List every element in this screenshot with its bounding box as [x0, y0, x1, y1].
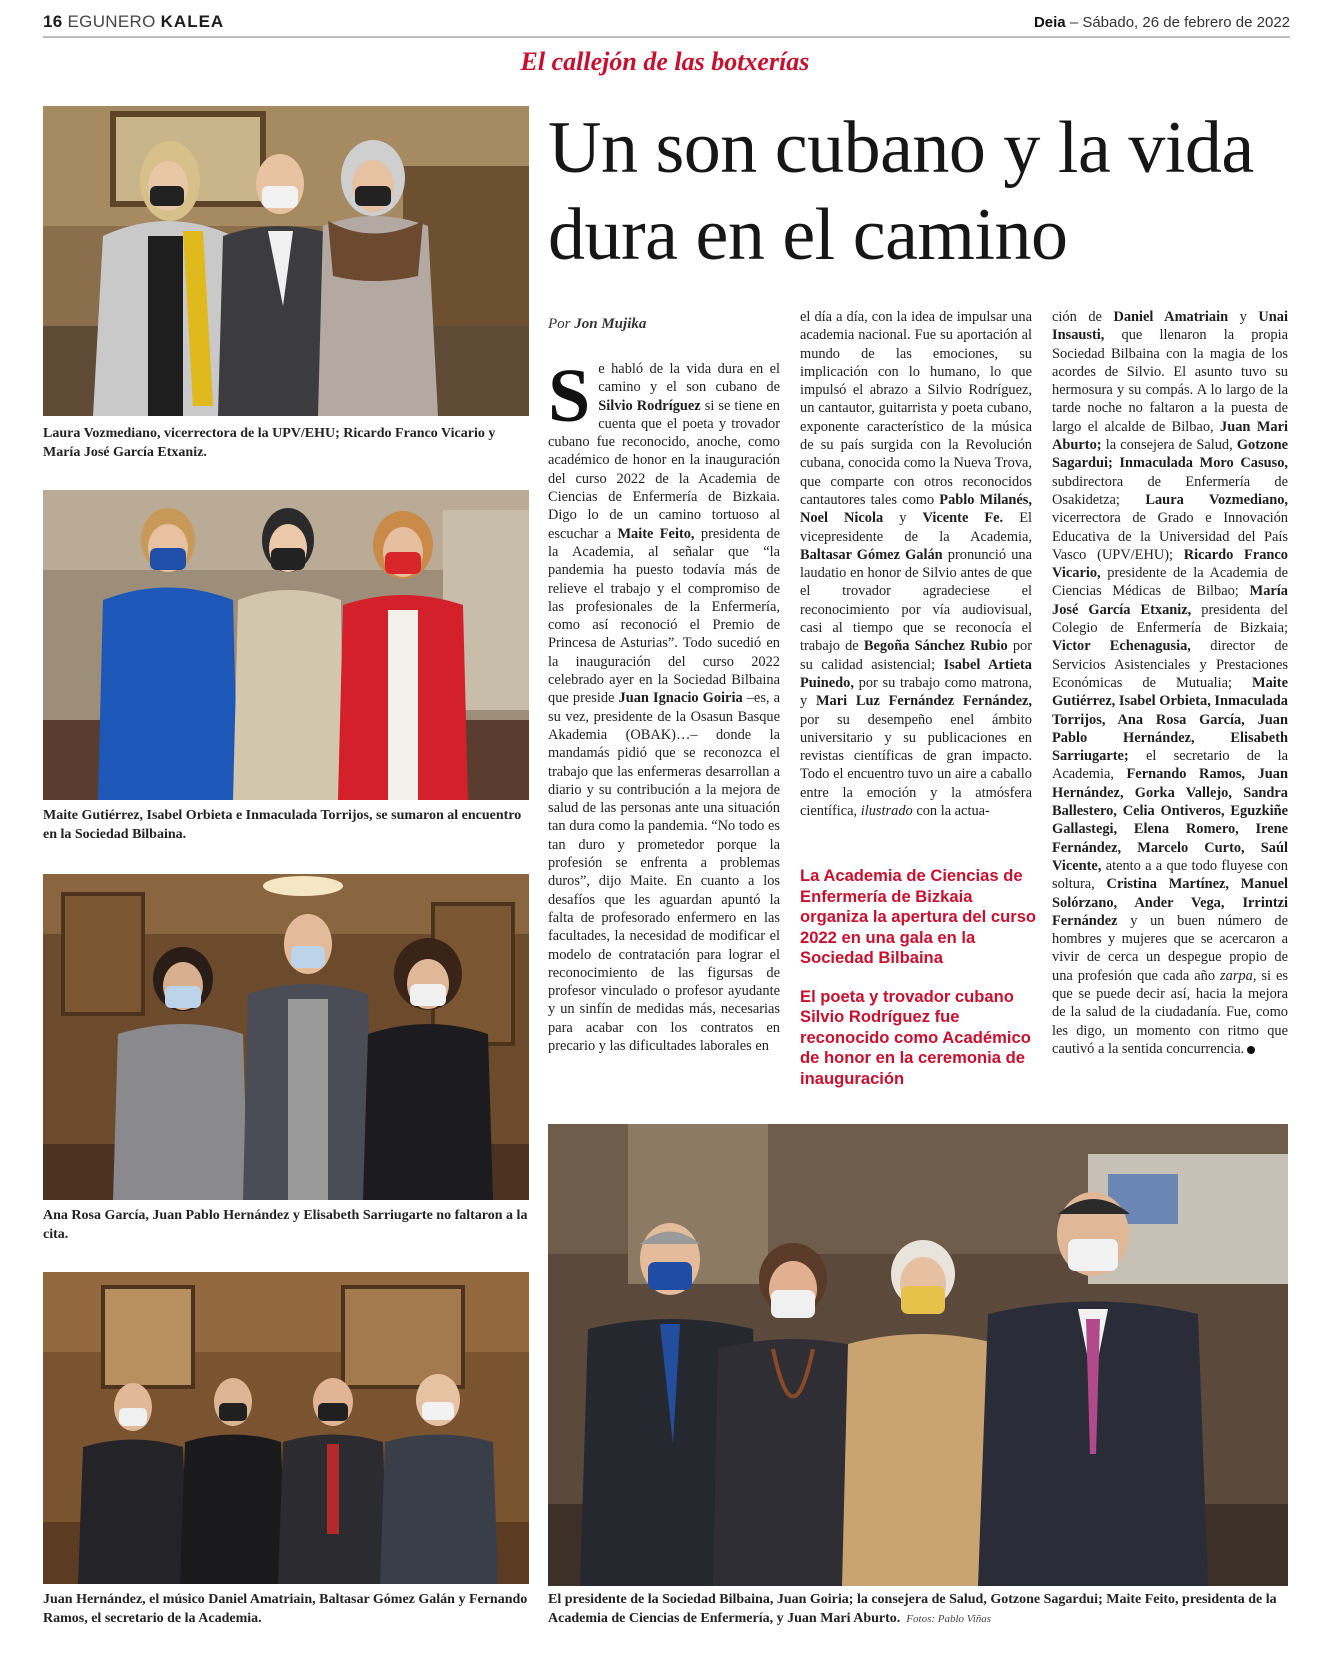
body-text: –es, a su vez, presidente de la Osasun Basque Akademia (OBAK)…– donde la mandamás pidió que se reconozca el trabajo que las enfermeras desarrollan a diario y su contribución a la mejora de salud de las personas ante una situación tan dura como la pandemia. “No todo es tan duro y prometedor porque la profesión se enfrenta a problemas duros”, dijo Maite. En cuanto a los desafíos que les aguardan apuntó la falta de profesorado enfermero en las facultades, la necesidad de modificar el modelo de contratación para lograr el reconocimiento de las figursas de profesor vinculado o profesor ayudante y un sinfín de medidas más, necesarias para acabar con los contratos en precario y las dificultades laborales en — [548, 690, 780, 1054]
issue-date: Sábado, 26 de febrero de 2022 — [1082, 14, 1290, 31]
body-text: subdirectora de Enfermería de Osakidetza; — [1052, 473, 1288, 508]
photo-1-image — [43, 106, 529, 416]
photo-3 — [43, 874, 529, 1200]
body-text: la consejera de Salud, — [1101, 437, 1237, 454]
body-name: Daniel Amatriain — [1113, 309, 1229, 325]
photo-5 — [548, 1124, 1288, 1586]
body-text: con la actua- — [912, 803, 990, 820]
body-text: por su desempeño enel ámbito universitario y su publicaciones en revistas científicas de gran impacto. Todo el encuentro tuvo un aire a caballo entre la emoción y la atmósfera científica, — [800, 711, 1032, 820]
page-folio — [43, 12, 224, 32]
photo-5-caption — [548, 1590, 1288, 1629]
photo-1 — [43, 106, 529, 416]
column-1-text — [548, 354, 780, 1055]
body-text: y — [1228, 309, 1259, 325]
body-name: Pablo Milanés, Noel Nicola — [800, 491, 1032, 527]
body-text: El vicepresidente de la Academia, — [800, 510, 1033, 545]
body-name: Maite Feito, — [617, 525, 695, 542]
byline-prefix: Por — [548, 316, 571, 332]
photo-3-caption: Ana Rosa García, Juan Pablo Hernández y Elisabeth Sarriugarte no faltaron a la cita. — [43, 1208, 528, 1242]
header-rule — [43, 36, 1290, 38]
article-column-1 — [548, 354, 780, 1055]
article-column-3 — [1052, 308, 1288, 1058]
body-text: y — [883, 510, 923, 527]
body-text: e habló de la vida dura en el camino y el son cubano de — [598, 361, 780, 396]
photo-2 — [43, 490, 529, 800]
column-3-text — [1052, 308, 1288, 1058]
body-text: el día a día, con la idea de impulsar una academia nacional. Fue su aportación al mundo de las emociones, su implicación con lo humano, lo que impulsó el abrazo a Silvio Rodríguez, un cantautor, guitarrista y poeta cubano, exponente característico de la música de su país surgida con la Revolución cubana, conocida como la Nueva Trova, que comparte con otros reconocidos cantautores tales como — [800, 309, 1032, 508]
body-text: por su trabajo como matrona, y — [800, 674, 1032, 710]
body-text: que llenaron la propia Sociedad Bilbaina con la magia de los acordes de Silvio. El asunto tuvo su hermosura y su compás. A lo largo de la tarde noche no faltaron a la puesta de largo el alcalde de Bilbao, — [1052, 327, 1288, 435]
body-name: Baltasar Gómez Galán — [800, 546, 943, 563]
body-name: Unai Insausti, — [1052, 309, 1288, 344]
page-number: 16 — [43, 12, 63, 31]
photo-5-caption-text: El presidente de la Sociedad Bilbaina, Juan Goiria; la consejera de Salud, Gotzone Sagardui; Maite Feito, presidenta de la Academia de Ciencias de Enfermería, y Juan Mari Aburto. — [548, 1592, 1277, 1626]
dateline-dash: – — [1069, 14, 1079, 31]
body-emphasis: ilustrado — [860, 803, 913, 820]
section-kicker: El callejón de las botxerías — [520, 47, 810, 76]
body-name: Maite Gutiérrez, Isabel Orbieta, Inmaculada Torrijos, Ana Rosa García, Juan Pablo Hernández, Elisabeth Sarriugarte; — [1052, 674, 1288, 765]
body-text: pronunció una laudatio en honor de Silvio antes de que el trovador agradeciese el reconocimiento por vía audiovisual, casi al tiempo que se reconocía el trabajo de — [800, 546, 1032, 655]
body-text: si es que se puede decir así, hacia la mejora de la salud de la ciudadanía. Fue, como les digo, un momento con ritmo que cautivó a la sentida concurrencia. — [1052, 967, 1288, 1057]
photo-5-image — [548, 1124, 1288, 1586]
body-text: atento a a que todo fluyese con soltura, — [1052, 857, 1288, 893]
byline — [548, 316, 646, 333]
dateline — [1034, 14, 1290, 31]
body-text: ción de — [1052, 309, 1114, 325]
body-name: Fernando Ramos, Juan Hernández, Gorka Vallejo, Sandra Ballestero, Celia Ontiveros, Eguzkiñe Gallastegi, Elena Romero, Irene Fernández, Marcelo Curto, Saúl Vicente, — [1052, 766, 1289, 874]
pull-quote-2: El poeta y trovador cubano Silvio Rodríguez fue reconocido como Académico de honor en la ceremonia de inauguración — [800, 986, 1031, 1088]
photo-4-caption: Juan Hernández, el músico Daniel Amatriain, Baltasar Gómez Galán y Fernando Ramos, el secretario de la Academia. — [43, 1592, 528, 1626]
body-text: si se tiene en cuenta que el poeta y trovador cubano fue reconocido, anoche, como académico de honor en la inauguración del curso 2022 de la Academia de Ciencias de Enfermería de Bizkaia. Digo lo de un camino tortuoso al escuchar a — [548, 397, 780, 542]
body-text: el secretario de la Academia, — [1052, 748, 1288, 783]
body-name: Juan Ignacio Goiria — [618, 690, 743, 707]
photo-2-image — [43, 490, 529, 800]
photo-4-image — [43, 1272, 529, 1584]
body-name: Ricardo Franco Vicario, — [1052, 546, 1288, 582]
section-prefix: EGUNERO — [67, 12, 156, 31]
column-2-text — [800, 308, 1032, 820]
byline-author: Jon Mujika — [574, 316, 647, 332]
photo-2-caption: Maite Gutiérrez, Isabel Orbieta e Inmaculada Torrijos, se sumaron al encuentro en la Sociedad Bilbaina. — [43, 808, 522, 842]
body-name: Gotzone Sagardui; Inmaculada Moro Casuso, — [1052, 437, 1288, 472]
body-text: presidenta del Colegio de Enfermería de Bizkaia; — [1052, 601, 1288, 637]
photo-credit: Fotos: Pablo Viñas — [906, 1613, 992, 1625]
photo-4 — [43, 1272, 529, 1584]
article-column-2 — [800, 308, 1032, 820]
paper-name: Deia — [1033, 14, 1066, 31]
body-name: María José García Etxaniz, — [1052, 583, 1288, 618]
body-name: Juan Mari Aburto; — [1052, 418, 1288, 454]
drop-cap: S — [548, 354, 591, 438]
section-name: KALEA — [160, 12, 225, 31]
body-text: presidente de la Academia de Ciencias Médicas de Bilbao; — [1052, 565, 1288, 600]
body-name: Begoña Sánchez Rubio — [863, 638, 1008, 655]
body-text: presidenta de la Academia, al señalar que “la pandemia ha puesto todavía más de relieve el trabajo y el compromiso de las profesionales de la Enfermería, como así reconoció el Premio de Princesa de Asturias”. Todo sucedió en la inauguración del curso 2022 celebrado ayer en la Sociedad Bilbaina que preside — [548, 525, 780, 707]
body-name: Cristina Martínez, Manuel Solórzano, Ander Vega, Irrintzi Fernández — [1052, 876, 1288, 929]
body-text: por su calidad asistencial; — [800, 638, 1033, 673]
body-text: vicerrectora de Grado e Innovación Educativa de la Universidad del País Vasco (UPV/EHU); — [1052, 510, 1288, 563]
body-name: Victor Echenagusia, — [1052, 638, 1191, 655]
body-text: y un buen número de hombres y mujeres que se acercaron a vivir de cerca un despegue propio de una profesión que cada año — [1052, 912, 1288, 984]
body-emphasis: zarpa, — [1220, 967, 1257, 984]
end-of-article-mark — [1247, 1046, 1255, 1054]
body-name: Silvio Rodríguez — [598, 397, 701, 414]
pull-quotes — [800, 866, 1040, 1107]
body-text: director de Servicios Asistenciales y Prestaciones Económicas de Mutualia; — [1052, 638, 1288, 691]
body-name: Mari Luz Fernández Fernández, — [815, 693, 1032, 710]
body-name: Laura Vozmediano, — [1145, 491, 1288, 508]
body-name: Isabel Artieta Puinedo, — [800, 656, 1032, 691]
body-name: Vicente Fe. — [922, 510, 1004, 527]
photo-3-image — [43, 874, 529, 1200]
photo-1-caption: Laura Vozmediano, vicerrectora de la UPV/EHU; Ricardo Franco Vicario y María José García Etxaniz. — [43, 426, 496, 460]
article-headline: Un son cubano y la vida dura en el camino — [548, 107, 1254, 276]
pull-quote-1: La Academia de Ciencias de Enfermería de Bizkaia organiza la apertura del curso 2022 en una gala en la Sociedad Bilbaina — [800, 866, 1037, 967]
